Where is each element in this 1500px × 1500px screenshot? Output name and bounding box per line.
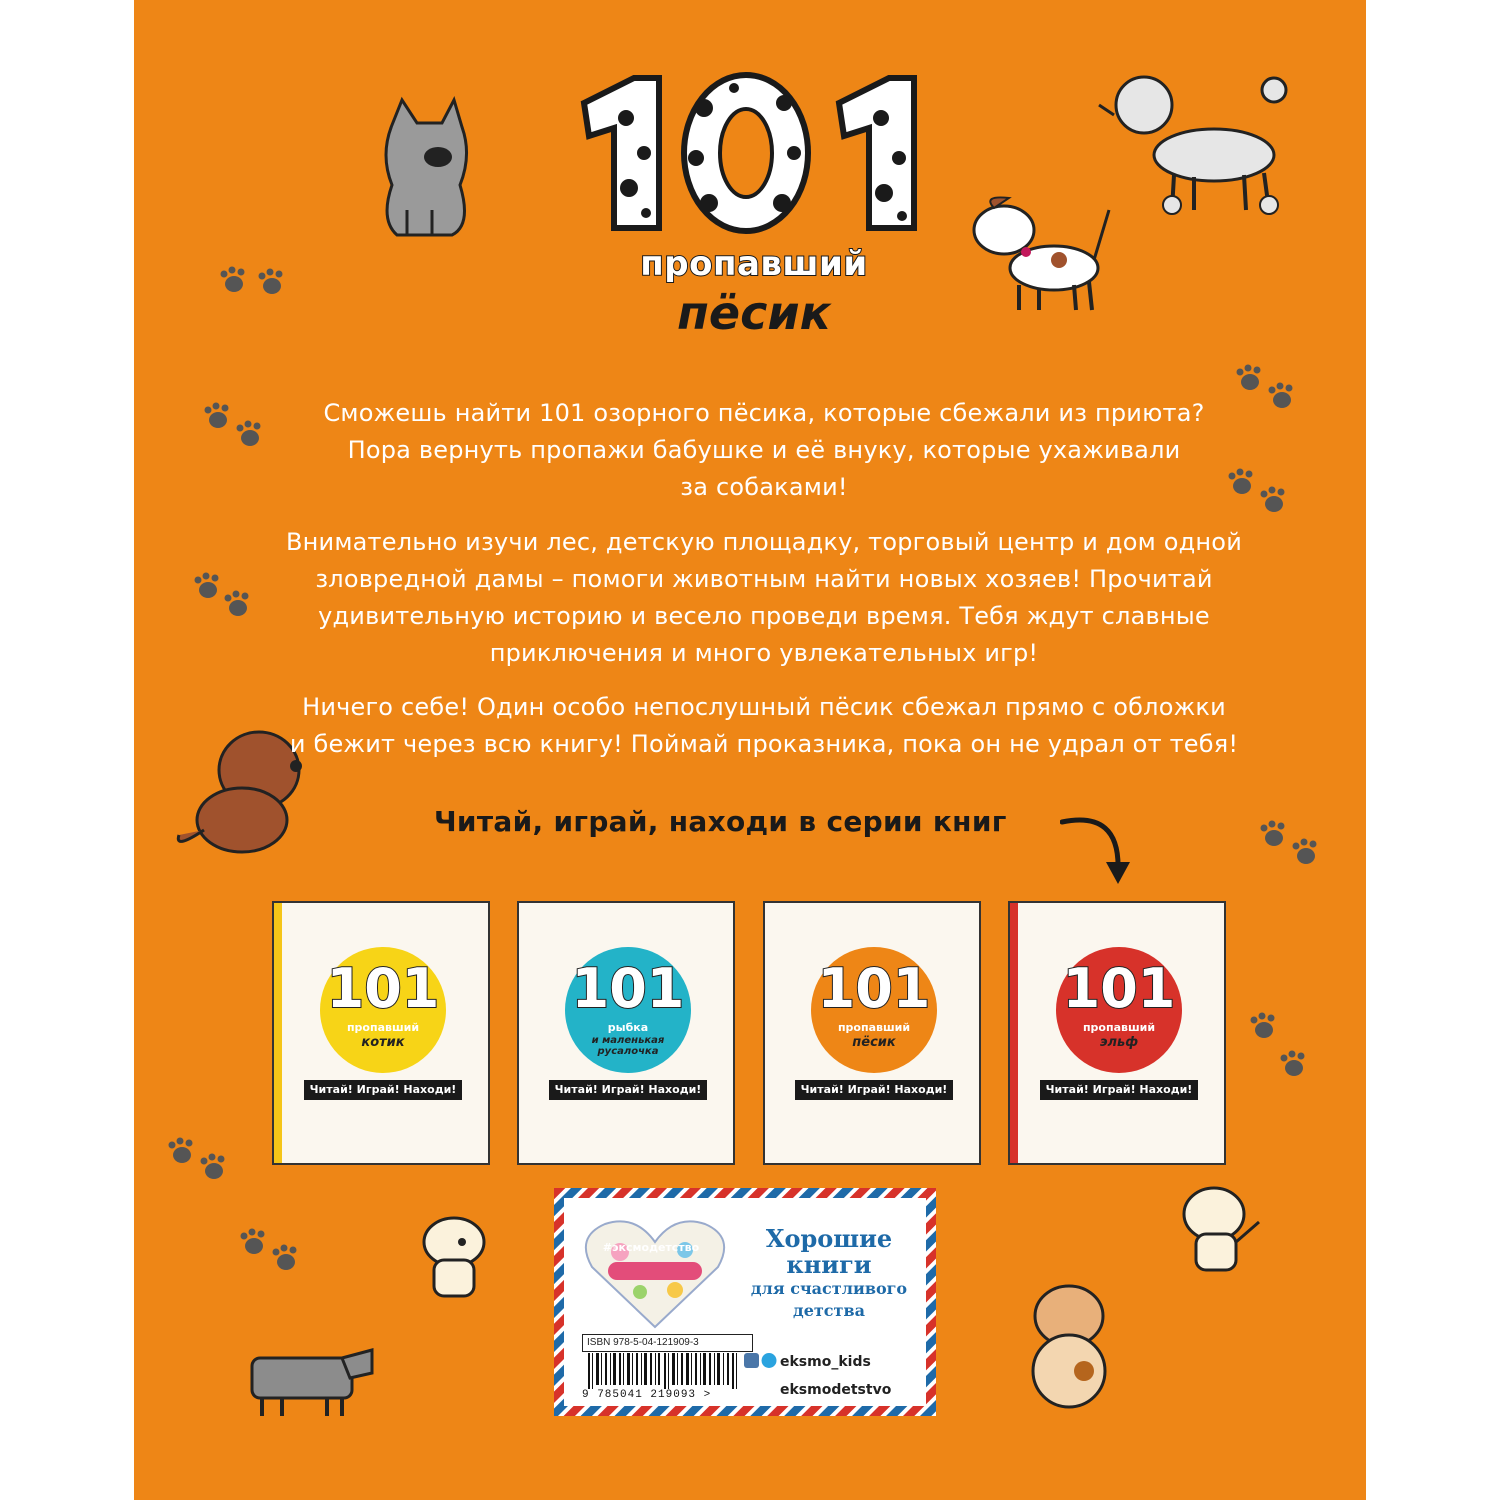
book-tagline: Читай! Играй! Находи!: [795, 1080, 953, 1100]
logo-subtitle-line1: пропавший: [640, 244, 868, 284]
series-book-cover[interactable]: [517, 901, 735, 1165]
isbn-label: ISBN 978-5-04-121909-3: [582, 1334, 753, 1352]
series-book-cover[interactable]: [272, 901, 490, 1165]
book-number: 101: [326, 957, 440, 1020]
book-title-line1: пропавший: [346, 1021, 420, 1034]
book-badge: [811, 947, 937, 1073]
hashtag-label: #эксмодетство: [602, 1241, 700, 1254]
website-handle[interactable]: eksmodetstvo: [780, 1382, 892, 1398]
description-paragraph-3: Ничего себе! Один особо непослушный пёсик сбежал прямо с обложки и бежит через всю книгу! Поймай проказника, пока он не удрал от тебя!: [289, 693, 1239, 758]
white-puppy-icon: [414, 1212, 494, 1302]
book-spine: [1010, 903, 1018, 1163]
heart-icon: [580, 1212, 730, 1332]
book-title-line2: эльф: [1099, 1035, 1139, 1050]
book-title-line1: пропавший: [1082, 1021, 1156, 1034]
paw-prints-icon: [1242, 1010, 1322, 1085]
paw-prints-icon: [198, 400, 278, 450]
barcode-digits: 9 785041 219093 >: [582, 1389, 712, 1401]
book-title-line2: котик: [361, 1035, 405, 1050]
publisher-card: [554, 1188, 936, 1416]
card-subtitle: для счастливого детства: [750, 1279, 908, 1320]
series-book-cover[interactable]: [763, 901, 981, 1165]
paw-prints-icon: [188, 570, 268, 620]
barcode-graphic: [582, 1353, 754, 1393]
paw-prints-icon: [162, 1135, 242, 1185]
book-badge: [565, 947, 691, 1073]
book-tagline: Читай! Играй! Находи!: [549, 1080, 707, 1100]
curved-arrow-icon: [1060, 810, 1140, 888]
logo-101-graphic: [574, 58, 919, 238]
book-title-line1: пропавший: [837, 1021, 911, 1034]
book-number: 101: [817, 957, 931, 1020]
book-tagline: Читай! Играй! Находи!: [304, 1080, 462, 1100]
paw-prints-icon: [214, 262, 294, 302]
book-spine: [274, 903, 282, 1163]
book-tagline: Читай! Играй! Находи!: [1040, 1080, 1198, 1100]
description-paragraph-1: Сможешь найти 101 озорного пёсика, которые сбежали из приюта? Пора вернуть пропажи бабушке и её внуку, которые ухаживали за собаками!: [323, 399, 1205, 501]
book-title-line2: и маленькая русалочка: [591, 1035, 665, 1057]
book-title-line2: пёсик: [852, 1035, 896, 1050]
grey-terrier-dog-icon: [372, 95, 482, 245]
series-heading: Читай, играй, находи в серии книг: [434, 805, 1007, 838]
book-title-line1: рыбка: [607, 1021, 649, 1034]
book-badge: [320, 947, 446, 1073]
logo-subtitle-line2: пёсик: [677, 286, 831, 340]
book-number: 101: [1062, 957, 1176, 1020]
paw-prints-icon: [1254, 818, 1334, 873]
schnauzer-dog-icon: [232, 1328, 382, 1418]
social-handle[interactable]: eksmo_kids: [780, 1354, 871, 1370]
paw-prints-icon: [234, 1226, 314, 1276]
card-title: Хорошие книги: [765, 1224, 893, 1279]
white-puppy-icon: [1174, 1182, 1264, 1277]
book-badge: [1056, 947, 1182, 1073]
book-number: 101: [571, 957, 685, 1020]
brown-puppy-icon: [1014, 1276, 1124, 1416]
jack-russell-dog-icon: [964, 190, 1114, 315]
social-icons: [744, 1352, 778, 1370]
series-book-cover[interactable]: [1008, 901, 1226, 1165]
poodle-dog-icon: [1094, 65, 1304, 225]
back-cover: [134, 0, 1366, 1500]
description-paragraph-2: Внимательно изучи лес, детскую площадку, торговый центр и дом одной зловредной дамы – помоги животным найти новых хозяев! Прочитай удивительную историю и весело проведи время. Тебя ждут славные приключения и много увлекательных игр!: [285, 528, 1242, 667]
